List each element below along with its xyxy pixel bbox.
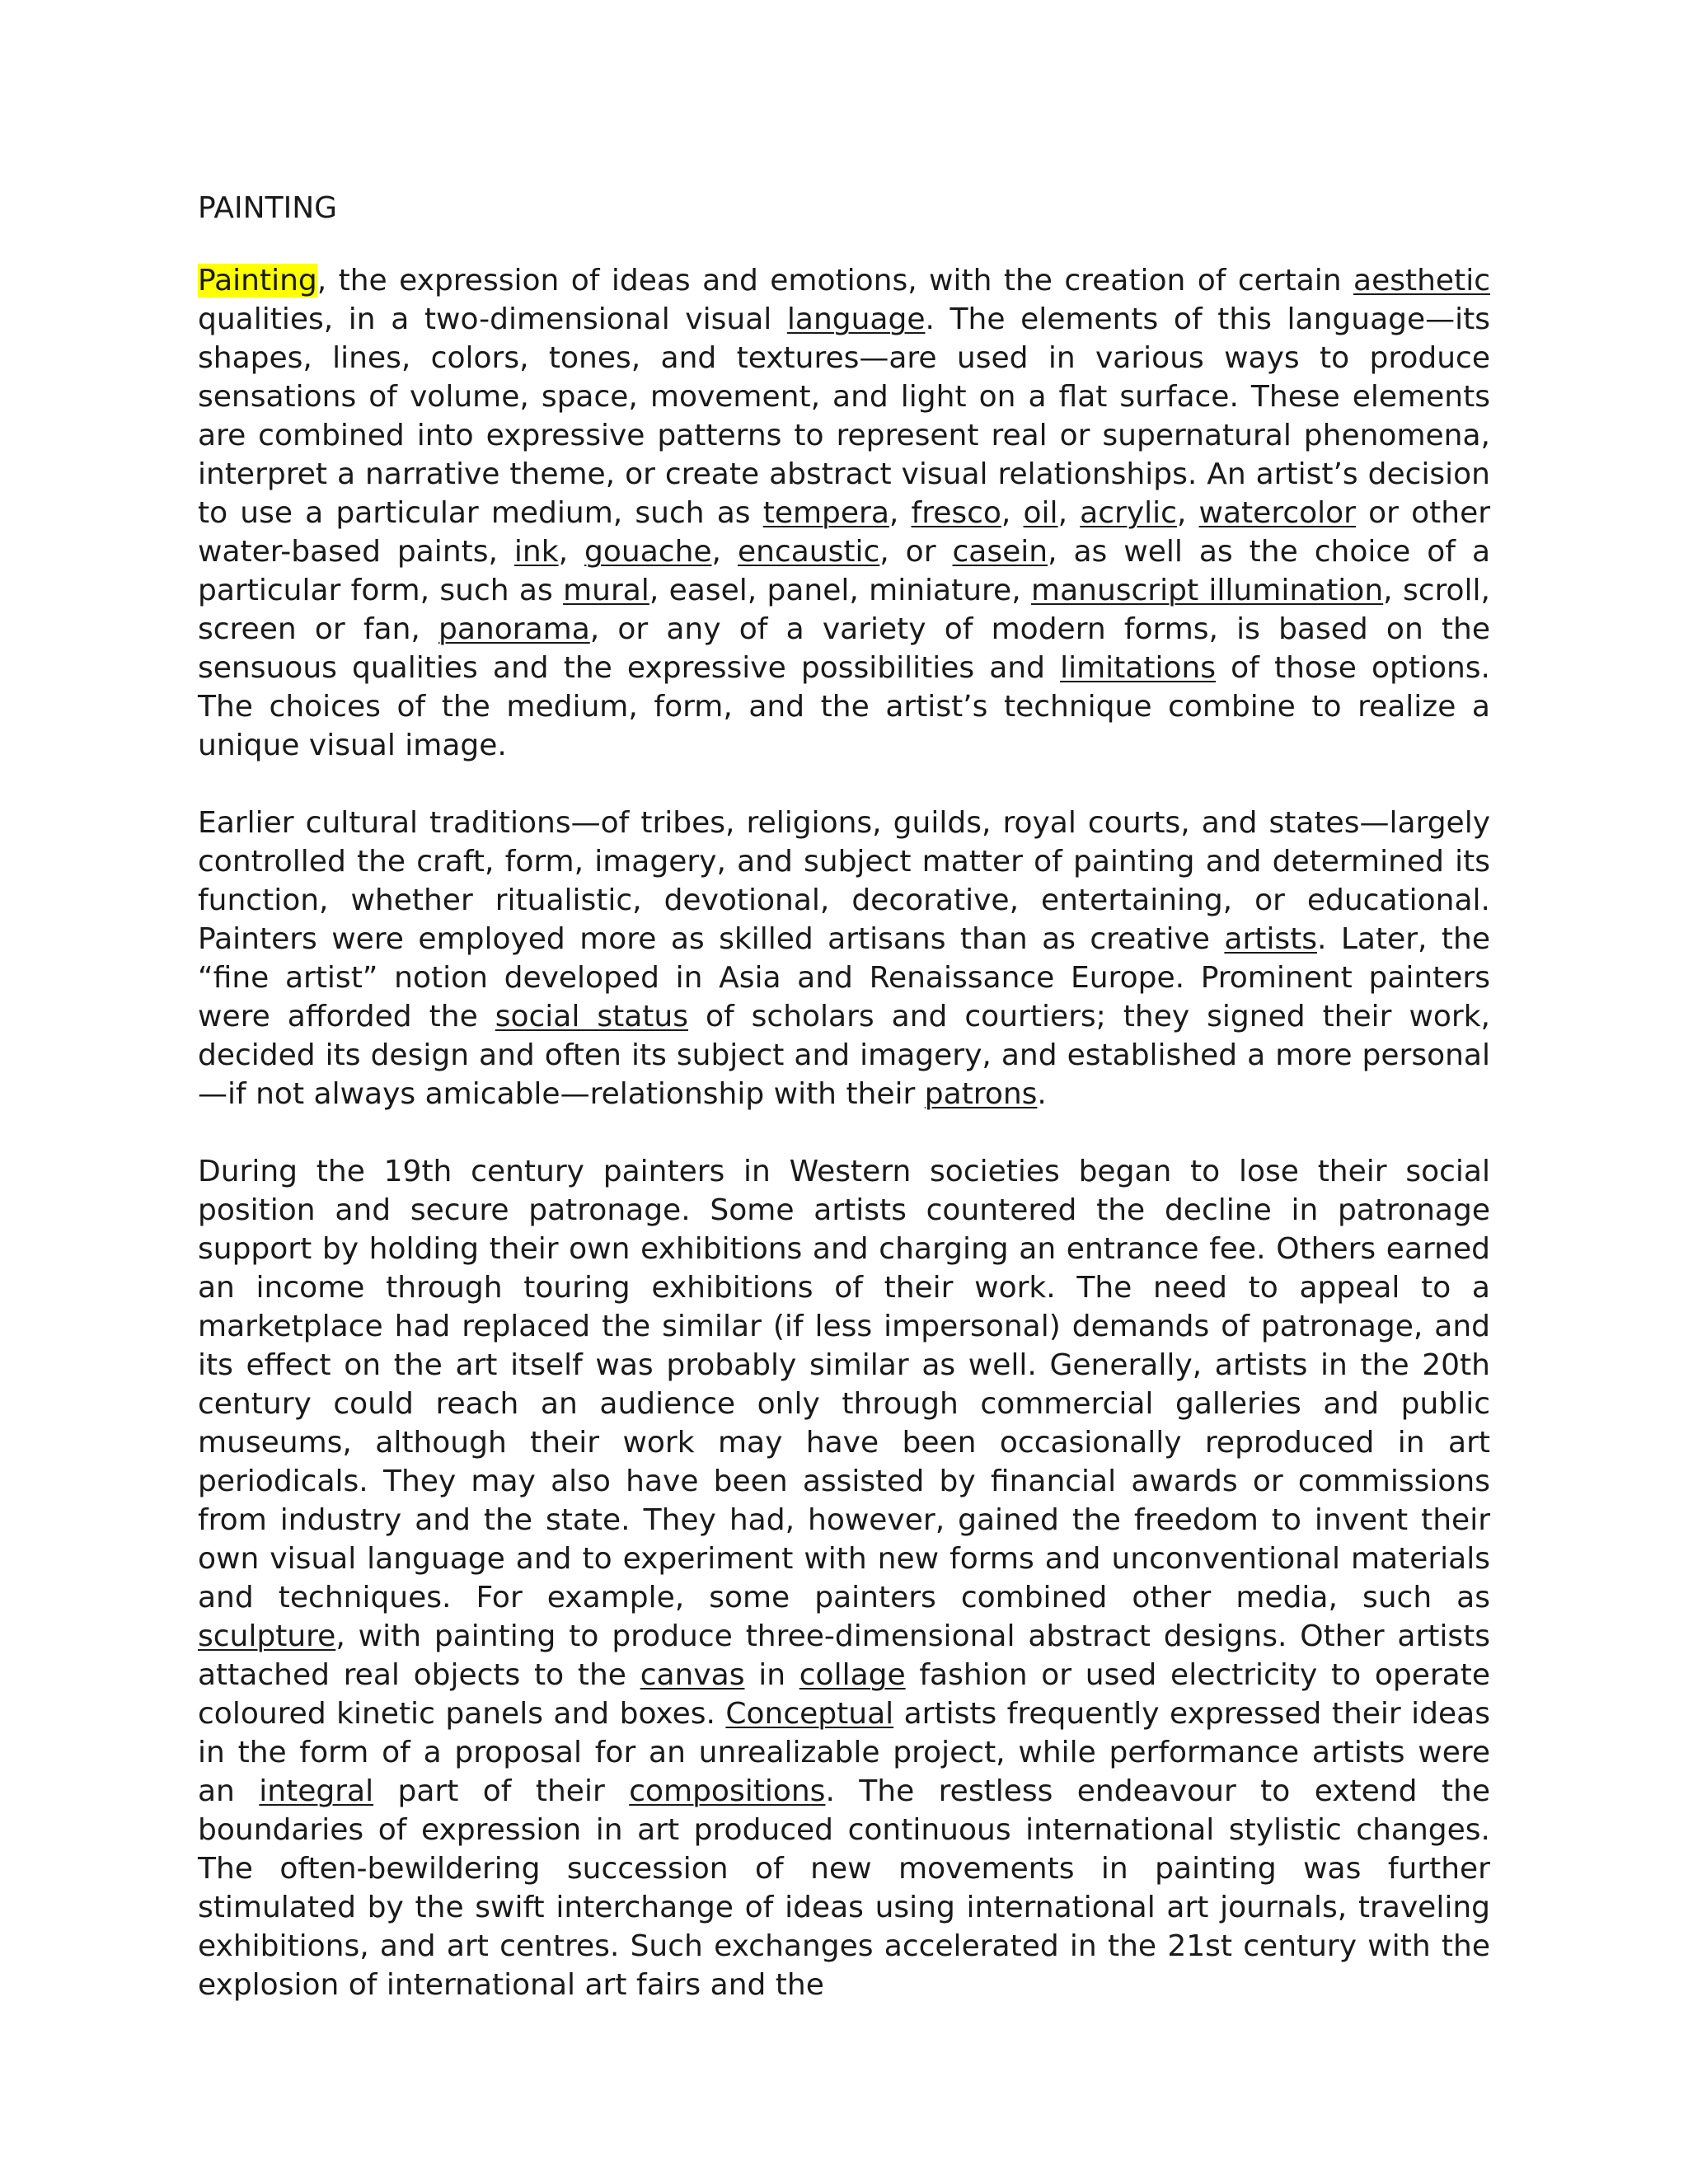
- text-run: ,: [889, 495, 912, 530]
- text-run: , with painting to produce three-dimensional abstract designs. Other artists attached real objects to the: [198, 1619, 1490, 1692]
- text-run: ,: [711, 534, 738, 569]
- text-run: , or any of a variety of modern forms, is based on the sensuous qualities and the expressive possibilities and: [198, 612, 1491, 685]
- text-run: artists frequently expressed their ideas in the form of a proposal for an unrealizable project, while performance artists were an: [198, 1696, 1490, 1808]
- link-mural[interactable]: mural: [563, 573, 649, 607]
- text-run: .: [1037, 1076, 1047, 1111]
- link-oil[interactable]: oil: [1023, 495, 1058, 530]
- text-run: . The restless endeavour to extend the boundaries of expression in art produced continuous international stylistic changes. The often-bewildering succession of new movements in painting was further stimulated by the swift interchange of ideas using international art journals, traveling exhibitions, and art centres. Such exchanges accelerated in the 21st century with the explosion of international art fairs and the: [198, 1774, 1490, 2002]
- link-patrons[interactable]: patrons: [924, 1076, 1038, 1111]
- link-integral[interactable]: integral: [259, 1774, 374, 1808]
- text-run: in: [744, 1657, 799, 1692]
- document-page: [198, 190, 1490, 2043]
- link-fresco[interactable]: fresco: [911, 495, 1001, 530]
- text-run: ,: [1001, 495, 1024, 530]
- text-run: part of their: [373, 1774, 630, 1808]
- text-run: fashion or used electricity to operate coloured kinetic panels and boxes.: [198, 1657, 1491, 1731]
- text-run: or other water-based paints,: [198, 495, 1491, 569]
- link-social-status[interactable]: social status: [495, 999, 688, 1033]
- link-language[interactable]: language: [786, 302, 926, 336]
- text-run: . Later, the “fine artist” notion developed in Asia and Renaissance Europe. Prominent painters were afforded the: [198, 921, 1490, 1033]
- link-acrylic[interactable]: acrylic: [1080, 495, 1177, 530]
- link-panorama[interactable]: panorama: [438, 612, 590, 646]
- text-run: qualities, in a two-dimensional visual: [198, 302, 787, 336]
- link-aesthetic[interactable]: aesthetic: [1353, 263, 1490, 298]
- link-sculpture[interactable]: sculpture: [198, 1619, 336, 1653]
- text-run: ,: [1057, 495, 1081, 530]
- paragraph-1: [198, 261, 1490, 765]
- text-run: ,: [558, 534, 585, 569]
- text-run: , the expression of ideas and emotions, with the creation of certain: [316, 263, 1354, 298]
- link-artists[interactable]: artists: [1224, 921, 1317, 956]
- document-title: PAINTING: [198, 191, 338, 225]
- link-manuscript-illumination[interactable]: manuscript illumination: [1031, 573, 1384, 607]
- link-limitations[interactable]: limitations: [1060, 650, 1217, 685]
- link-casein[interactable]: casein: [952, 534, 1048, 569]
- text-run: , easel, panel, miniature,: [649, 573, 1031, 607]
- highlighted-term: Painting: [198, 263, 317, 298]
- link-collage[interactable]: collage: [799, 1657, 906, 1692]
- text-run: , as well as the choice of a particular form, such as: [198, 534, 1490, 607]
- link-compositions[interactable]: compositions: [629, 1774, 826, 1808]
- text-run: , or: [879, 534, 953, 569]
- paragraph-2: [198, 804, 1490, 1113]
- link-ink[interactable]: ink: [513, 534, 559, 569]
- text-run: . The elements of this language—its shapes, lines, colors, tones, and textures—are used in various ways to produce sensations of volume, space, movement, and light on a flat surface. These elements are combined into expressive patterns to represent real or supernatural phenomena, interpret a narrative theme, or create abstract visual relationships. An artist’s decision to use a particular medium, such as: [198, 302, 1491, 530]
- text-run: of scholars and courtiers; they signed their work, decided its design and often its subject and imagery, and established a more personal—if not always amicable—relationship with their: [198, 999, 1491, 1111]
- link-gouache[interactable]: gouache: [584, 534, 712, 569]
- paragraph-3: [198, 1152, 1490, 2004]
- link-watercolor[interactable]: watercolor: [1198, 495, 1356, 530]
- link-conceptual[interactable]: Conceptual: [725, 1696, 894, 1731]
- link-tempera[interactable]: tempera: [762, 495, 889, 530]
- text-run: During the 19th century painters in Western societies began to lose their social position and secure patronage. Some artists countered the decline in patronage support by holding their own exhibitions and charging an entrance fee. Others earned an income through touring exhibitions of their work. The need to appeal to a marketplace had replaced the similar (if less impersonal) demands of patronage, and its effect on the art itself was probably similar as well. Generally, artists in the 20th century could reach an audience only through commercial galleries and public museums, although their work may have been occasionally reproduced in art periodicals. They may also have been assisted by financial awards or commissions from industry and the state. They had, however, gained the freedom to invent their own visual language and to experiment with new forms and unconventional materials and techniques. For example, some painters combined other media, such as: [198, 1154, 1490, 1615]
- text-run: Earlier cultural traditions—of tribes, religions, guilds, royal courts, and states—largely controlled the craft, form, imagery, and subject matter of painting and determined its function, whether ritualistic, devotional, decorative, entertaining, or educational. Painters were employed more as skilled artisans than as creative: [198, 805, 1490, 956]
- text-run: , scroll, screen or fan,: [198, 573, 1490, 646]
- text-run: ,: [1176, 495, 1199, 530]
- link-canvas[interactable]: canvas: [640, 1657, 745, 1692]
- link-encaustic[interactable]: encaustic: [737, 534, 880, 569]
- text-run: of those options. The choices of the medium, form, and the artist’s technique combine to realize a unique visual image.: [198, 650, 1490, 762]
